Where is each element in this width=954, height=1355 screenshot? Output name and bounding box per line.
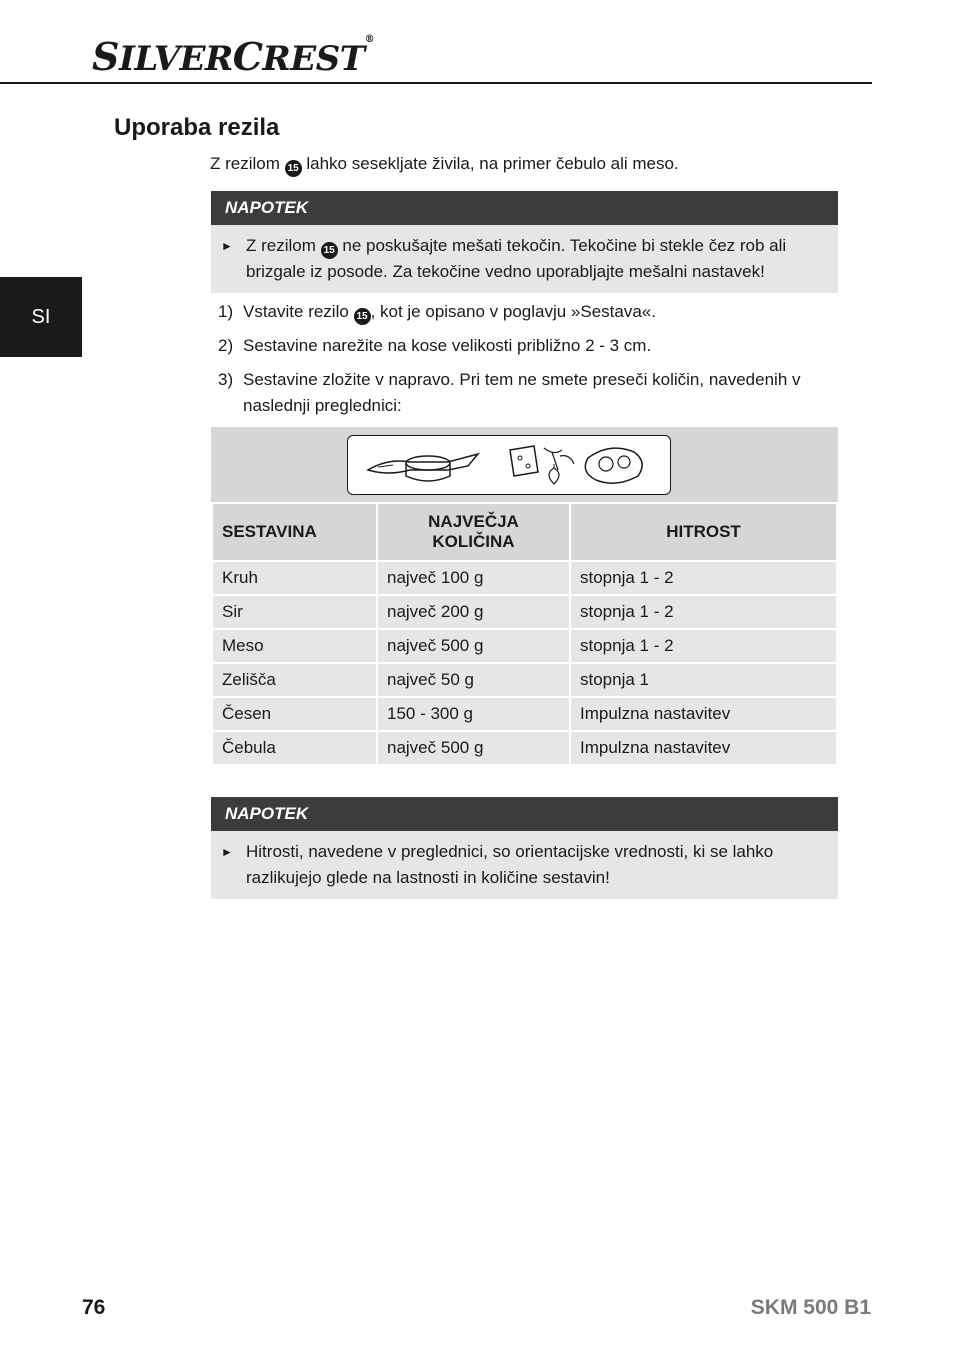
ingredient-table: [211, 502, 838, 766]
language-tab: SI: [0, 277, 82, 357]
step-list: [218, 299, 818, 427]
column-header: HITROST: [570, 503, 837, 561]
header-rule: [0, 82, 872, 84]
note-body: ► Hitrosti, navedene v preglednici, so orientacijske vrednosti, ki se lahko razlikujejo glede na lastnosti in količine sestavin!: [211, 831, 838, 899]
table-row: Zelišča največ 50 g stopnja 1: [212, 663, 837, 697]
note-box-speeds: [211, 797, 838, 899]
table-header-row: [212, 503, 837, 561]
note-box-liquids: [211, 191, 838, 293]
blade-and-ingredients-icon: [347, 435, 671, 495]
part-ref-badge: 15: [354, 308, 371, 325]
table-row: Česen 150 - 300 g Impulzna nastavitev: [212, 697, 837, 731]
list-item: 2) Sestavine narežite na kose velikosti približno 2 - 3 cm.: [218, 336, 652, 355]
table-row: Čebula največ 500 g Impulzna nastavitev: [212, 731, 837, 765]
column-header: NAJVEČJA KOLIČINA: [377, 503, 570, 561]
note-header: NAPOTEK: [211, 797, 838, 831]
quantity-table: [211, 427, 838, 766]
brand-logo: SILVERCREST®: [92, 34, 375, 79]
page-number: 76: [82, 1296, 106, 1319]
list-item: 1) Vstavite rezilo 15 , kot je opisano v poglavju »Sestava«.: [218, 299, 818, 325]
intro-paragraph: Z rezilom 15 lahko sesekljate živila, na primer čebulo ali meso.: [210, 154, 679, 177]
triangle-right-icon: ►: [221, 239, 233, 253]
illustration-row: [211, 427, 838, 502]
model-number: SKM 500 B1: [750, 1296, 871, 1319]
table-row: Kruh največ 100 g stopnja 1 - 2: [212, 561, 837, 595]
table-row: Sir največ 200 g stopnja 1 - 2: [212, 595, 837, 629]
page-title: Uporaba rezila: [114, 114, 280, 141]
note-body: ► Z rezilom 15 ne poskušajte mešati tekočin. Tekočine bi stekle čez rob ali brizgale iz posode. Za tekočine vedno uporabljajte mešalni nastavek!: [211, 225, 838, 293]
note-header: NAPOTEK: [211, 191, 838, 225]
part-ref-badge: 15: [285, 160, 302, 177]
column-header: SESTAVINA: [212, 503, 377, 561]
triangle-right-icon: ►: [221, 845, 233, 859]
part-ref-badge: 15: [321, 242, 338, 259]
table-row: Meso največ 500 g stopnja 1 - 2: [212, 629, 837, 663]
list-item: 3) Sestavine zložite v napravo. Pri tem ne smete preseči količin, navedenih v naslednji preglednici:: [218, 370, 801, 415]
